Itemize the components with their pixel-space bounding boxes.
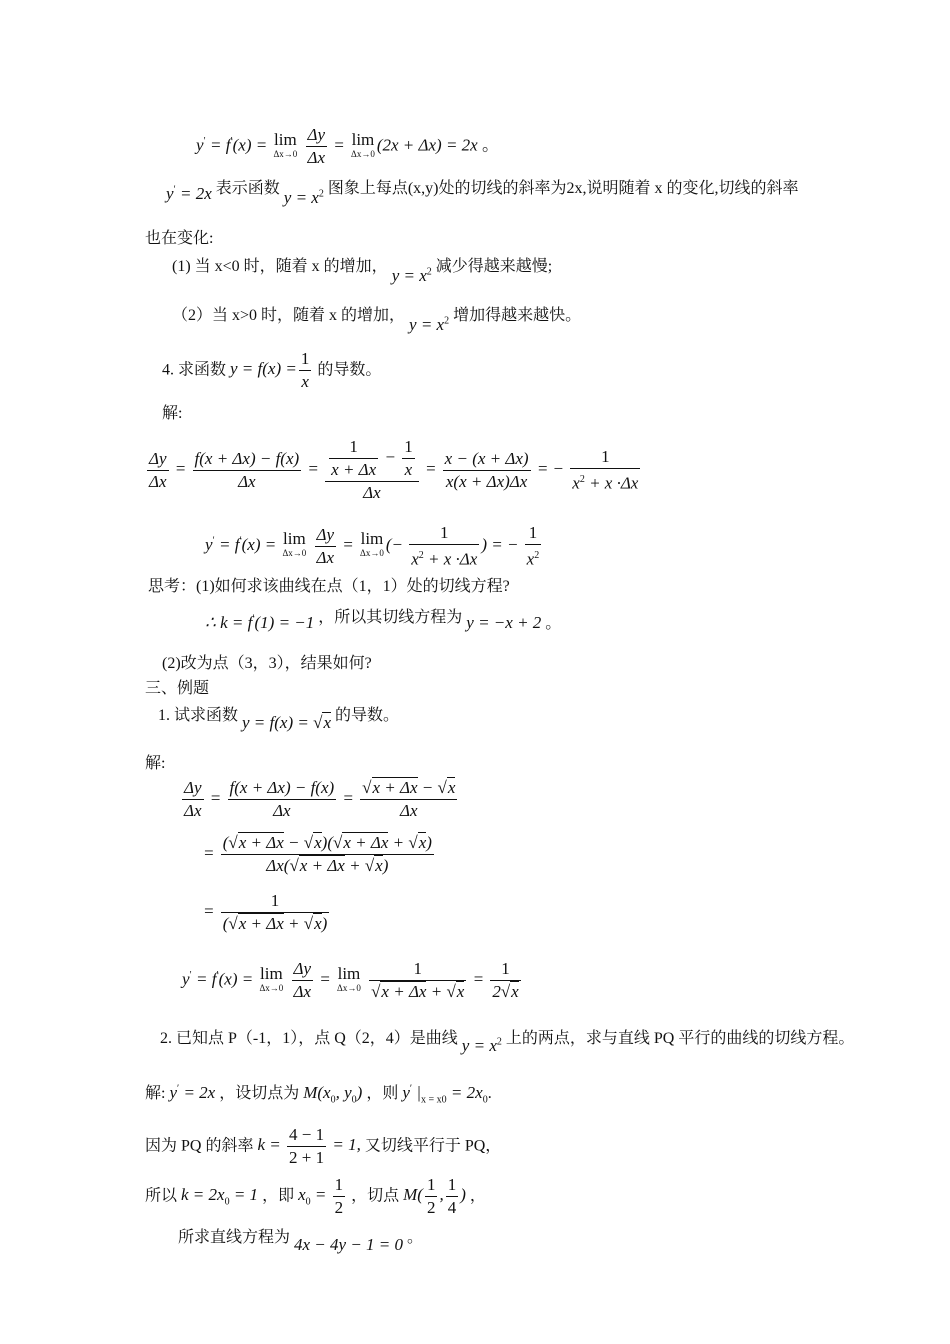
final-text: 所求直线方程为 (178, 1229, 291, 1246)
example2-solution: 解: y′ = 2x ，设切点为 $M(x_0$, $y_0$) ，则 y′ $|_{x = x0} = 2x_0$. (145, 1083, 492, 1106)
period: 。 (481, 135, 499, 155)
text-slope-desc: 图象上每点(x,y)处的切线的斜率为2x,说明随着 x 的变化,切线的斜率 (327, 180, 799, 197)
formula-sqrt-step1: $\frac{\Delta y}{\Delta x}$ = $\frac{f(x + \Delta x) - f(x)}{\Delta x}$ = $\frac{√x + \Delta x - √x}{\Delta x}$ (184, 778, 456, 820)
example1-tail: 的导数。 (335, 707, 400, 724)
text-also-changes: 也在变化: (145, 230, 214, 247)
tangent-period: 。 (545, 615, 562, 632)
formula-derivative-x-squared: y′ = f′(x) = lim Δx→0 $\frac{\Delta y}{\Delta x}$ = lim Δx→0 (2x + Δx) = 2x 。 (196, 125, 499, 167)
solution-label: 解: (162, 405, 183, 422)
case-x-negative: (1) 当 x<0 时，随着 x 的增加， $y = x^2$ 减少得越来越慢; (172, 258, 553, 285)
case1-tail: 减少得越来越慢; (435, 258, 553, 275)
tangent-text: ，所以其切线方程为 (318, 609, 463, 626)
final-line-equation: 所求直线方程为 4x − 4y − 1 = 0 。 (178, 1229, 424, 1254)
example1-label: 1. 试求函数 (158, 707, 239, 724)
formula-sqrt-derivative: y′ = f′(x) = lim Δx→0 $\frac{\Delta y}{\Delta x}$ = lim Δx→0 $\frac{1}{√x + \Delta x + √x}$ = $\frac{1}{2√x}$ (182, 959, 519, 1001)
case2-text: （2）当 x>0 时，随着 x 的增加， (172, 307, 406, 324)
formula-sqrt-step2: = $\frac{(√x + \Delta x - √x)(√x + \Delta x + √x)}{\Delta x(√x + \Delta x + √x)}$ (203, 833, 432, 875)
example-2: 2. 已知点 P（-1，1），点 Q（2，4）是曲线 $y = x^2$ 上的两点，求与直线 PQ 平行的曲线的切线方程。 (160, 1030, 855, 1055)
solution-label-3: 解: (145, 1085, 166, 1102)
think-question-1: 思考：(1)如何求该曲线在点（1，1）处的切线方程? (148, 578, 510, 595)
example2-tail: 上的两点，求与直线 PQ 平行的曲线的切线方程。 (505, 1030, 855, 1047)
formula-derivative-reciprocal: y′ = f′(x) = lim Δx→0 $\frac{\Delta y}{\Delta x}$ = lim Δx→0 (− $\frac{1}{x^2 + x \cdot\Delta x}$ ) = − $\frac{1}{x^2}$ (205, 523, 540, 569)
comma: ， (469, 1187, 486, 1205)
section-examples: 三、例题 (145, 680, 210, 697)
paragraph-slope-meaning: y′ = 2x 表示函数 $y = x^2$ 图象上每点(x,y)处的切线的斜率为2x,说明随着 x 的变化,切线的斜率 (166, 180, 799, 207)
tangent-point-text: ，设切点为 (219, 1085, 300, 1102)
problem4-label: 4. 求函数 (162, 361, 227, 379)
example-1: 1. 试求函数 y = f(x) = √x 的导数。 (158, 707, 400, 732)
think-question-2: (2)改为点（3，3），结果如何? (162, 655, 372, 672)
example2-text: 2. 已知点 P（-1，1），点 Q（2，4）是曲线 (160, 1030, 458, 1047)
formula-sqrt-step3: = $\frac{1}{(√x + \Delta x + √x)}$ (203, 891, 328, 933)
slope-pq: 因为 PQ 的斜率 k = $\frac{4 - 1}{2 + 1}$ = 1, 又切线平行于 PQ， (145, 1125, 502, 1167)
final-period: 。 (407, 1229, 424, 1246)
problem4-tail: 的导数。 (317, 361, 382, 379)
period-2: . (487, 1085, 492, 1102)
so-text: 所以 (145, 1187, 178, 1205)
tangent-point-result: 所以 $k = 2x_0 = 1$ ，即 $x_0$ = $\frac{1}{2}$ ，切点 M( $\frac{1}{2}$ , $\frac{1}{4}$ ) ， (145, 1175, 486, 1217)
parallel-text: 又切线平行于 PQ， (364, 1137, 502, 1155)
case2-tail: 增加得越来越快。 (453, 307, 582, 324)
solution-label-2: 解: (145, 755, 166, 772)
case1-text: (1) 当 x<0 时，随着 x 的增加， (172, 258, 388, 275)
ie-text: ，即 (262, 1187, 295, 1205)
then-text: ，则 (366, 1085, 399, 1102)
text-biaoshi: 表示函数 (215, 180, 280, 197)
case-x-positive: （2）当 x>0 时，随着 x 的增加， $y = x^2$ 增加得越来越快。 (172, 307, 582, 334)
formula-difference-quotient-reciprocal: $\frac{\Delta y}{\Delta x}$ = $\frac{f(x + \Delta x) - f(x)}{\Delta x}$ = $\frac{1}{x + \Delta x}$ − $\frac{1}{x}$ Δx = $\frac{x - (x + \Delta x)}{x(x + \Delta x)\Delta x}$ = − $\frac{1}{x^2 + x \cdot\Delta x}$ (149, 437, 639, 502)
slope-text: 因为 PQ 的斜率 (145, 1137, 254, 1155)
tangent-line-answer: ∴ k = f′(1) = −1 ，所以其切线方程为 y = −x + 2 。 (205, 609, 562, 632)
point-text: ，切点 (351, 1187, 400, 1205)
problem-4: 4. 求函数 y = f(x) = $\frac{1}{x}$ 的导数。 (162, 349, 382, 391)
